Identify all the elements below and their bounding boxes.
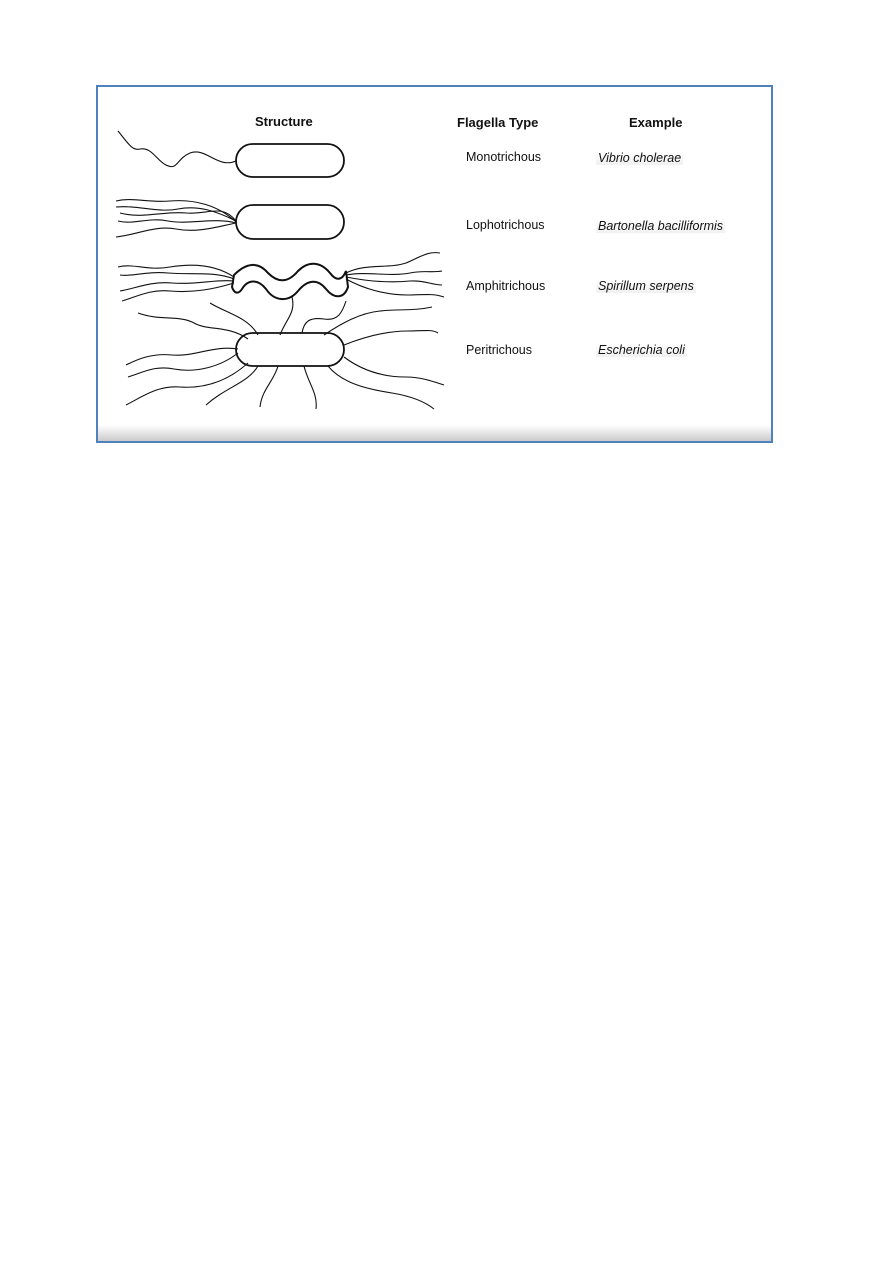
lophotrichous-flagellum — [120, 211, 236, 221]
peritrichous-flagellum — [344, 331, 438, 346]
amphitrichous-drawing — [118, 253, 444, 301]
flagella-type-amphitrichous: Amphitrichous — [466, 279, 546, 293]
peritrichous-cell — [236, 333, 344, 366]
structure-column-header: Structure — [255, 114, 313, 129]
flagella-type-lophotrichous: Lophotrichous — [466, 218, 545, 232]
lophotrichous-drawing — [116, 200, 344, 239]
amphitrichous-cell — [232, 264, 348, 299]
amphitrichous-flagellum — [346, 277, 442, 285]
amphitrichous-flagellum — [120, 281, 234, 291]
flagella-structure-drawings — [98, 87, 771, 441]
amphitrichous-flagellum — [122, 283, 234, 301]
peritrichous-flagellum — [328, 366, 434, 409]
amphitrichous-flagellum — [346, 271, 442, 275]
example-monotrichous: Vibrio cholerae — [598, 151, 682, 165]
example-amphitrichous: Spirillum serpens — [598, 279, 694, 293]
monotrichous-cell — [236, 144, 344, 177]
example-lophotrichous: Bartonella bacilliformis — [598, 219, 724, 233]
peritrichous-flagellum — [280, 297, 293, 335]
example-peritrichous: Escherichia coli — [598, 343, 685, 357]
flagella-type-peritrichous: Peritrichous — [466, 343, 532, 357]
flagella-type-monotrichous: Monotrichous — [466, 150, 542, 164]
peritrichous-flagellum — [138, 313, 248, 339]
peritrichous-flagellum — [128, 353, 238, 377]
peritrichous-flagellum — [344, 357, 444, 385]
peritrichous-flagellum — [260, 366, 278, 407]
flagella-figure — [96, 85, 773, 443]
amphitrichous-flagellum — [346, 253, 440, 273]
lophotrichous-flagellum — [116, 223, 236, 237]
lophotrichous-flagellum — [118, 220, 236, 223]
peritrichous-drawing — [126, 297, 444, 409]
lophotrichous-cell — [236, 205, 344, 239]
peritrichous-flagellum — [126, 363, 248, 405]
peritrichous-flagellum — [206, 366, 258, 405]
frame-bottom-shadow — [98, 425, 771, 441]
monotrichous-flagellum — [118, 131, 236, 167]
amphitrichous-flagellum — [120, 273, 234, 279]
peritrichous-flagellum — [304, 366, 316, 409]
peritrichous-flagellum — [210, 303, 258, 335]
peritrichous-flagellum — [302, 301, 346, 333]
example-column-header: Example — [629, 115, 683, 130]
monotrichous-drawing — [118, 131, 344, 177]
flagella-type-column-header: Flagella Type — [457, 115, 539, 130]
